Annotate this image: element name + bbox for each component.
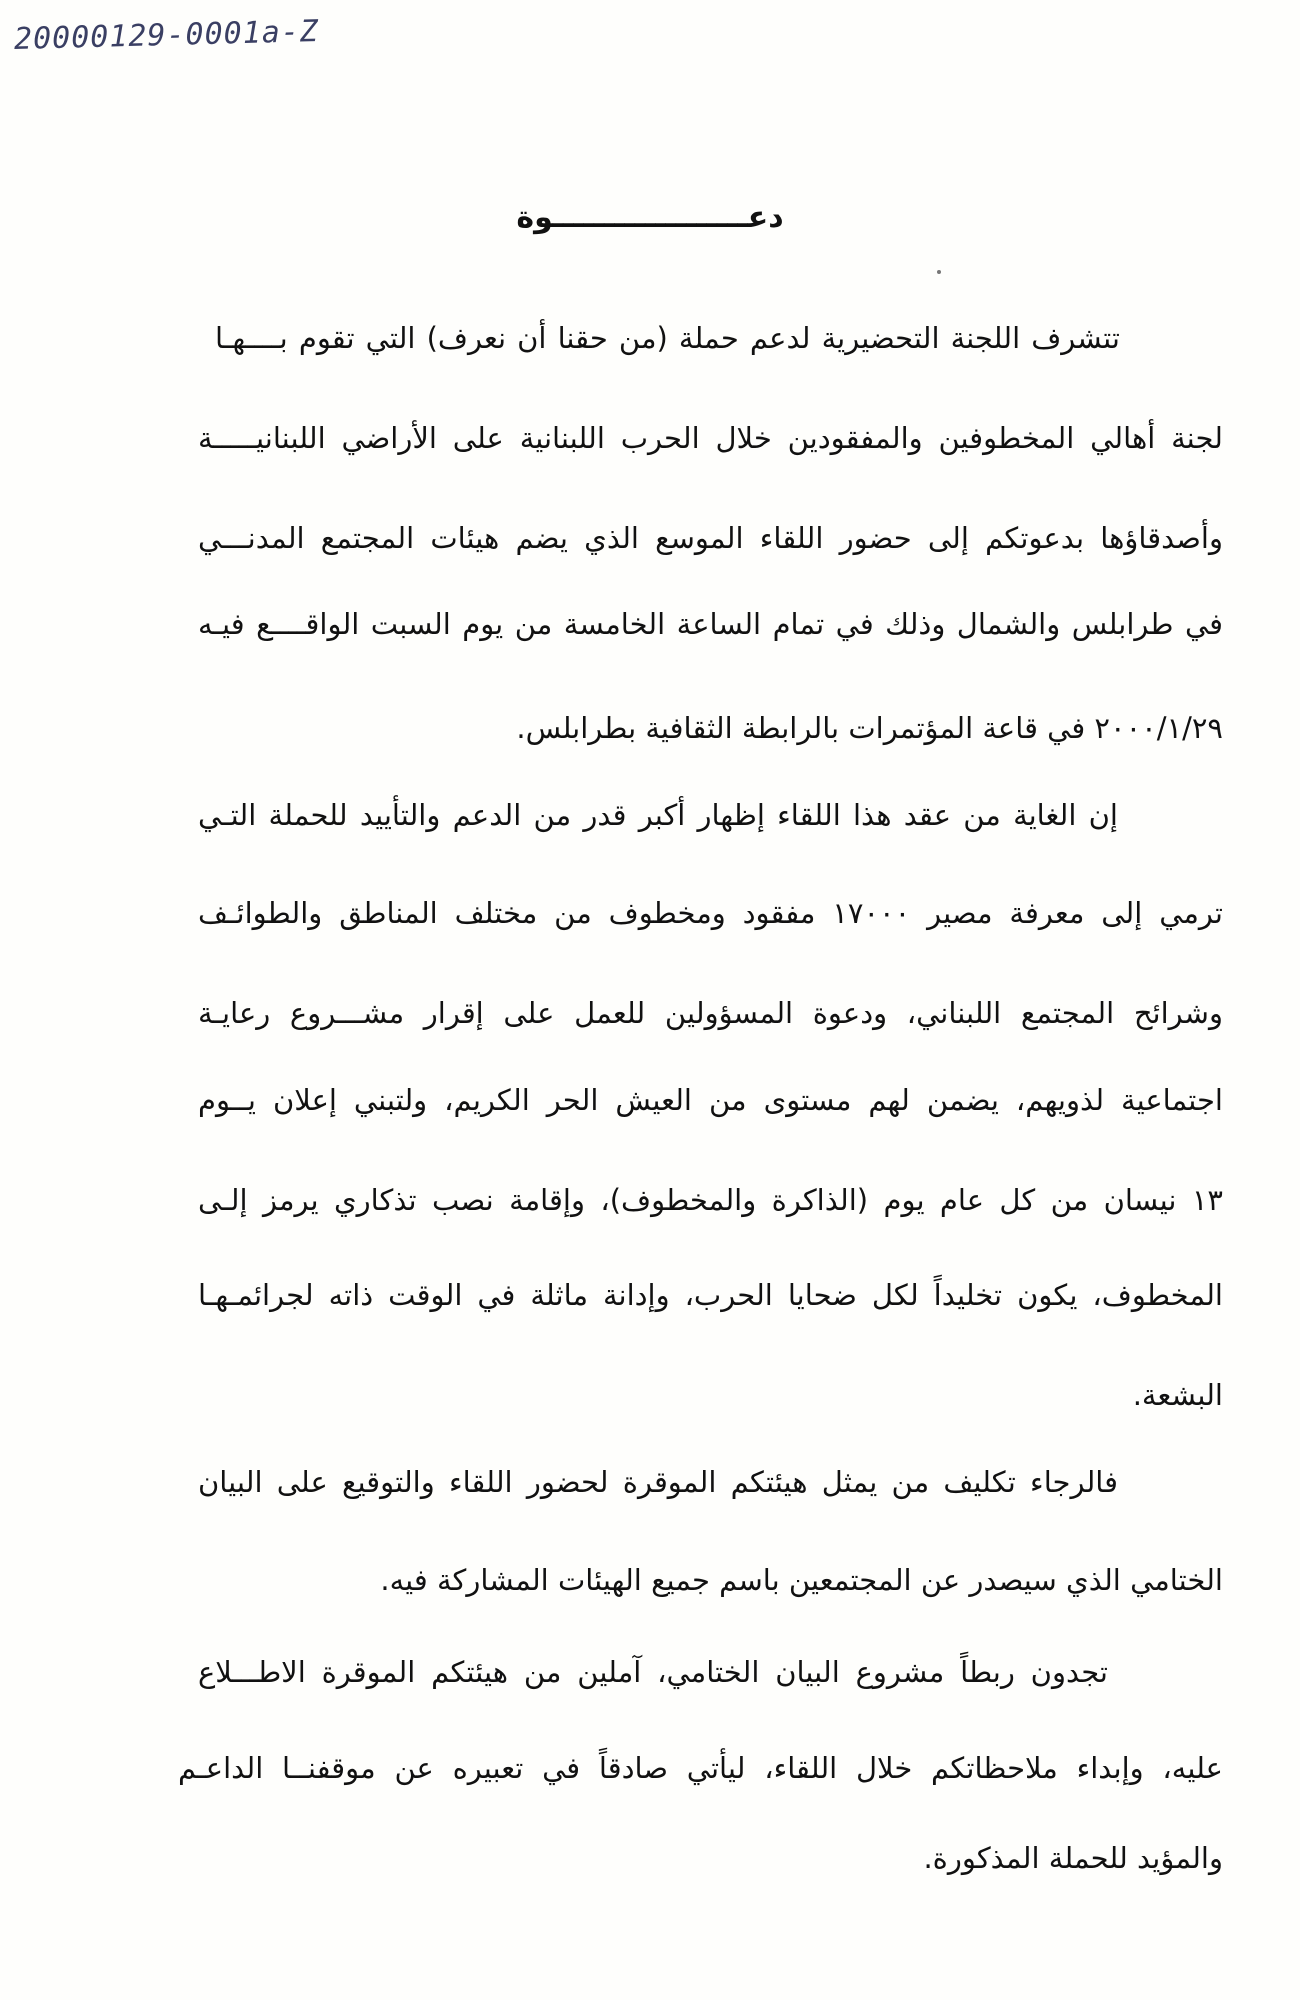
- body-line-15: تجدون ربطاً مشروع البيان الختامي، آملين من هيئتكم الموقرة الاطـــلاع: [198, 1655, 1108, 1689]
- body-line-9: اجتماعية لذويهم، يضمن لهم مستوى من العيش الحر الكريم، ولتبني إعلان يــوم: [198, 1083, 1223, 1117]
- body-line-8: وشرائح المجتمع اللبناني، ودعوة المسؤولين للعمل على إقرار مشـــروع رعايـة: [198, 996, 1223, 1030]
- body-line-11: المخطوف، يكون تخليداً لكل ضحايا الحرب، وإدانة ماثلة في الوقت ذاته لجرائمـهـا: [198, 1278, 1223, 1312]
- handwritten-reference-number: 20000129-0001a-Z: [13, 14, 320, 57]
- document-title: دعـــــــــــــــــــوة: [516, 200, 784, 235]
- body-line-3: وأصدقاؤها بدعوتكم إلى حضور اللقاء الموسع الذي يضم هيئات المجتمع المدنـــي: [198, 521, 1223, 555]
- body-line-12: البشعة.: [1132, 1378, 1223, 1412]
- body-line-2: لجنة أهالي المخطوفين والمفقودين خلال الحرب اللبنانية على الأراضي اللبنانيـــــة: [198, 421, 1223, 455]
- ink-speck: [937, 270, 941, 274]
- body-line-6: إن الغاية من عقد هذا اللقاء إظهار أكبر قدر من الدعم والتأييد للحملة التـي: [198, 798, 1118, 832]
- body-line-1: تتشرف اللجنة التحضيرية لدعم حملة (من حقنا أن نعرف) التي تقوم بــــهـا: [215, 321, 1120, 355]
- body-line-10: ١٣ نيسان من كل عام يوم (الذاكرة والمخطوف)، وإقامة نصب تذكاري يرمز إلـى: [198, 1183, 1223, 1217]
- body-line-4: في طرابلس والشمال وذلك في تمام الساعة الخامسة من يوم السبت الواقــــع فيـه: [198, 607, 1223, 641]
- body-line-14: الختامي الذي سيصدر عن المجتمعين باسم جميع الهيئات المشاركة فيه.: [380, 1563, 1223, 1597]
- body-line-13: فالرجاء تكليف من يمثل هيئتكم الموقرة لحضور اللقاء والتوقيع على البيان: [198, 1465, 1118, 1499]
- body-line-17: والمؤيد للحملة المذكورة.: [923, 1841, 1223, 1875]
- body-line-5: ٢٠٠٠/١/٢٩ في قاعة المؤتمرات بالرابطة الثقافية بطرابلس.: [516, 711, 1223, 745]
- body-line-16: عليه، وإبداء ملاحظاتكم خلال اللقاء، ليأتي صادقاً في تعبيره عن موقفنــا الداعـم: [178, 1751, 1223, 1785]
- body-line-7: ترمي إلى معرفة مصير ١٧٠٠٠ مفقود ومخطوف من مختلف المناطق والطوائـف: [198, 896, 1223, 930]
